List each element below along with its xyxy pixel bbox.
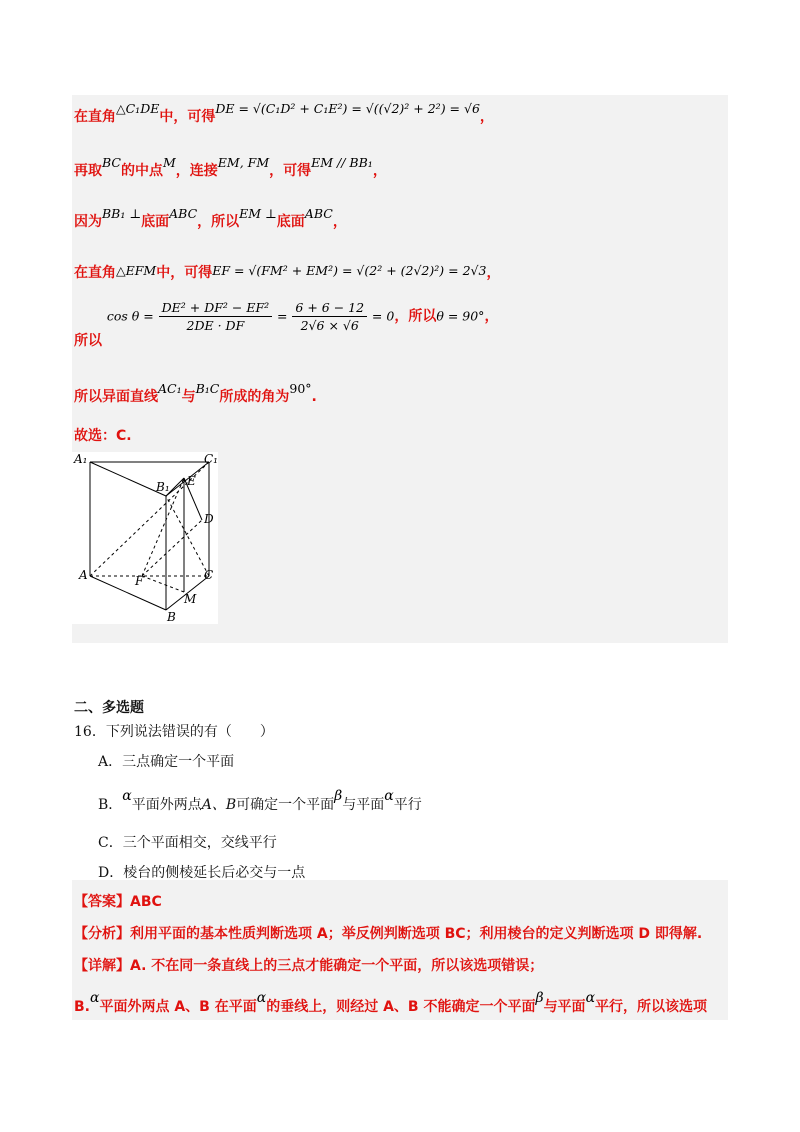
label-b: B — [167, 610, 176, 624]
text: 因为 — [74, 214, 102, 230]
text: ，所以 — [394, 308, 437, 325]
numerator: 6 + 6 − 12 — [292, 300, 367, 317]
edge-fm-hidden — [142, 576, 184, 592]
text: B. — [74, 999, 90, 1015]
math: ABC — [304, 206, 333, 221]
math-formula: EF = √(FM² + EM²) = √(2² + (2√2)²) = 2√3 — [212, 263, 487, 278]
label-m: M — [184, 592, 197, 606]
text: ，连接 — [175, 163, 218, 179]
text: 在直角 — [74, 109, 116, 125]
math: BB₁ ⊥ — [102, 206, 142, 221]
math: EM // BB₁ — [311, 155, 373, 170]
option-label: B． — [98, 797, 123, 813]
option-a: A．三点确定一个平面 — [98, 754, 235, 770]
text: 可确定一个平面 — [236, 797, 335, 813]
text: 所成的角为 — [219, 389, 290, 405]
option-d: D．棱台的侧棱延长后必交与一点 — [98, 865, 306, 881]
math: α — [90, 990, 100, 1006]
math: α — [384, 788, 394, 804]
math: ABC — [169, 206, 198, 221]
numerator: DE² + DF² − EF² — [159, 300, 273, 317]
question-text: 下列说法错误的有（ ） — [105, 724, 274, 740]
text: 再取 — [74, 163, 102, 179]
option-c: C．三个平面相交，交线平行 — [98, 835, 277, 851]
math: α — [256, 990, 267, 1006]
label-d: D — [204, 512, 214, 526]
math: B₁C — [195, 381, 220, 396]
fraction-1 — [159, 300, 273, 333]
math-triangle: △C₁DE — [116, 101, 160, 116]
detail-b-line — [74, 990, 708, 1016]
text: ， — [332, 214, 347, 230]
text: 在直角 — [74, 265, 116, 281]
math: EM ⊥ — [239, 206, 277, 221]
text: ， — [372, 163, 387, 179]
text: 平行，所以该选项 — [595, 999, 708, 1015]
question-number: 16． — [74, 724, 106, 740]
option-b — [98, 788, 422, 814]
fraction-2 — [292, 300, 367, 333]
prism-figure — [72, 452, 218, 624]
math: = — [277, 308, 288, 324]
label-b1: B₁ — [156, 480, 170, 494]
text: 底面 — [141, 214, 170, 230]
text: 中，可得 — [159, 109, 216, 125]
text: 底面 — [276, 214, 305, 230]
edge-cb1-hidden — [166, 496, 209, 576]
text: ，可得 — [269, 163, 312, 179]
math: A、B — [201, 797, 237, 813]
math: BC — [102, 155, 121, 170]
text: 与平面 — [342, 797, 385, 813]
edge-fd-hidden — [142, 520, 202, 576]
question-16 — [74, 721, 274, 741]
text: 所以异面直线 — [74, 389, 158, 405]
math: θ = 90° — [436, 308, 485, 324]
math: 90° — [289, 381, 312, 396]
math: M — [162, 155, 176, 170]
analysis-line: 【分析】利用平面的基本性质判断选项 A；举反例判断选项 BC；利用棱台的定义判断选项 D 即得解. — [74, 926, 703, 942]
text: 平面外两点 A、B 在平面 — [99, 999, 257, 1015]
denominator: 2DE · DF — [186, 318, 245, 333]
text: 平行 — [393, 797, 422, 813]
answer-line: 【答案】ABC — [74, 894, 162, 910]
text: 与 — [181, 389, 196, 405]
text: ， — [484, 308, 499, 325]
text: 与平面 — [543, 999, 586, 1015]
section-heading: 二、多选题 — [74, 700, 144, 716]
label-a1: A₁ — [74, 452, 88, 466]
text: 中，可得 — [156, 265, 213, 281]
math-formula: DE = √(C₁D² + C₁E²) = √((√2)² + 2²) = √6 — [215, 101, 480, 116]
text: ，所以 — [197, 214, 240, 230]
label-c: C — [204, 568, 214, 582]
math: α — [585, 990, 596, 1006]
math: β — [535, 990, 544, 1006]
label-a: A — [79, 568, 88, 582]
solution-line-5 — [74, 300, 499, 349]
label-f: F — [135, 574, 144, 588]
label-c1: C₁ — [204, 452, 218, 466]
math: AC₁ — [158, 381, 182, 396]
text: 的中点 — [120, 163, 163, 179]
math: △EFM — [116, 263, 157, 278]
edge-a1b1 — [90, 462, 166, 496]
math: EM, FM — [217, 155, 270, 170]
text: . — [311, 389, 317, 405]
denominator: 2√6 × √6 — [300, 318, 359, 333]
math: cos θ = — [106, 308, 154, 324]
solution-line-3 — [74, 206, 347, 231]
text: 的垂线上，则经过 A、B 不能确定一个平面 — [266, 999, 536, 1015]
label-e: E — [187, 474, 196, 488]
solution-line-6 — [74, 381, 317, 406]
detail-line: 【详解】A. 不在同一条直线上的三点才能确定一个平面，所以该选项错误； — [74, 958, 544, 974]
solution-line-1 — [74, 101, 494, 126]
math: β — [334, 788, 343, 804]
text: 所以 — [74, 332, 102, 349]
solution-line-4 — [74, 262, 500, 282]
text: ， — [479, 109, 494, 125]
math: α — [122, 788, 132, 804]
text: ， — [486, 265, 501, 281]
math: = 0 — [371, 308, 395, 324]
solution-line-2 — [74, 155, 387, 180]
choice-result: 故选：C. — [74, 428, 132, 444]
text: 平面外两点 — [131, 797, 202, 813]
